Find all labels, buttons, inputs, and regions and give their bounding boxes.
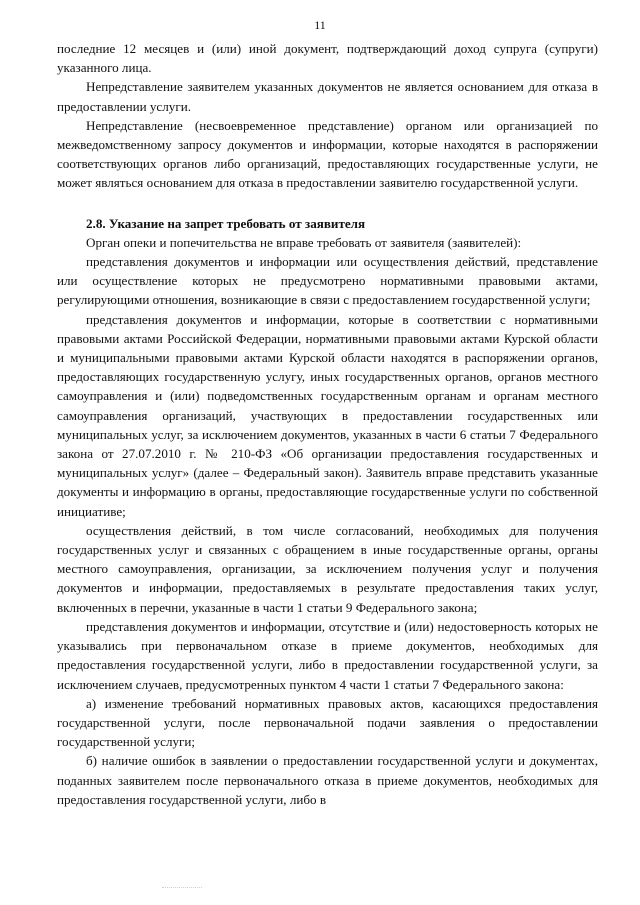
sub-list-item: а) изменение требований нормативных правовых актов, касающихся предоставления государственной услуги, после первоначальной подачи заявления о предоставлении государственной услуги; (57, 695, 598, 750)
section-heading: 2.8. Указание на запрет требовать от заявителя (86, 215, 366, 231)
paragraph-continuation: последние 12 месяцев и (или) иной документ, подтверждающий доход супруга (супруги) указанного лица. (57, 41, 598, 76)
paragraph: Непредставление (несвоевременное представление) органом или организацией по межведомственному запросу документов и информации, которые находятся в распоряжении соответствующих органов либо организаций, предоставляющих государственные услуги, не может являться основанием для отказа в предоставлении заявителю государственной услуги. (57, 117, 598, 191)
list-item: представления документов и информации или осуществления действий, представление или осуществление которых не предусмотрено нормативными правовыми актами, регулирующими отношения, возникающие в связи с предоставлением государственной услуги; (57, 254, 598, 308)
paragraph: Непредставление заявителем указанных документов не является основанием для отказа в предоставлении услуги. (57, 79, 598, 114)
page-number: 11 (314, 18, 326, 32)
paragraph: Орган опеки и попечительства не вправе требовать от заявителя (заявителей): (86, 234, 522, 250)
page-body (57, 39, 598, 809)
list-item: представления документов и информации, которые в соответствии с нормативными правовыми актами Российской Федерации, нормативными правовыми актами Курской области и муниципальными правовыми актами Курской области находятся в распоряжении органов, предоставляющих государственную услугу, иных государственных органов, органов местного самоуправления и (или) подведомственных государственным органам и органам местного самоуправления организаций, участвующих в предоставлении государственных или муниципальных услуг, за исключением документов, указанных в части 6 статьи 7 Федерального закона от 27.07.2010 г. № 210-ФЗ «Об организации предоставления государственных и муниципальных услуг» (далее – Федеральный закон). Заявитель вправе представить указанные документы и информацию в органы, предоставляющие государственные услуги по собственной инициативе; (57, 311, 598, 519)
sub-list-item: б) наличие ошибок в заявлении о предоставлении государственной услуги и документах, поданных заявителем после первоначального отказа в приеме документов, необходимых для предоставления государственной услуги, либо в (57, 753, 598, 807)
scan-artifact-divider (162, 887, 202, 889)
list-item: осуществления действий, в том числе согласований, необходимых для получения государственных услуг и связанных с обращением в иные государственные органы, органы местного самоуправления, организации, за исключением получения услуг и получения документов и информации, предоставляемых в результате предоставления таких услуг, включенных в перечни, указанные в части 1 статьи 9 Федерального закона; (57, 522, 598, 615)
list-item: представления документов и информации, отсутствие и (или) недостоверность которых не указывались при первоначальном отказе в приеме документов, необходимых для предоставления государственной услуги, либо в предоставлении государственной услуги, за исключением случаев, предусмотренных пунктом 4 части 1 статьи 7 Федерального закона: (57, 618, 598, 692)
